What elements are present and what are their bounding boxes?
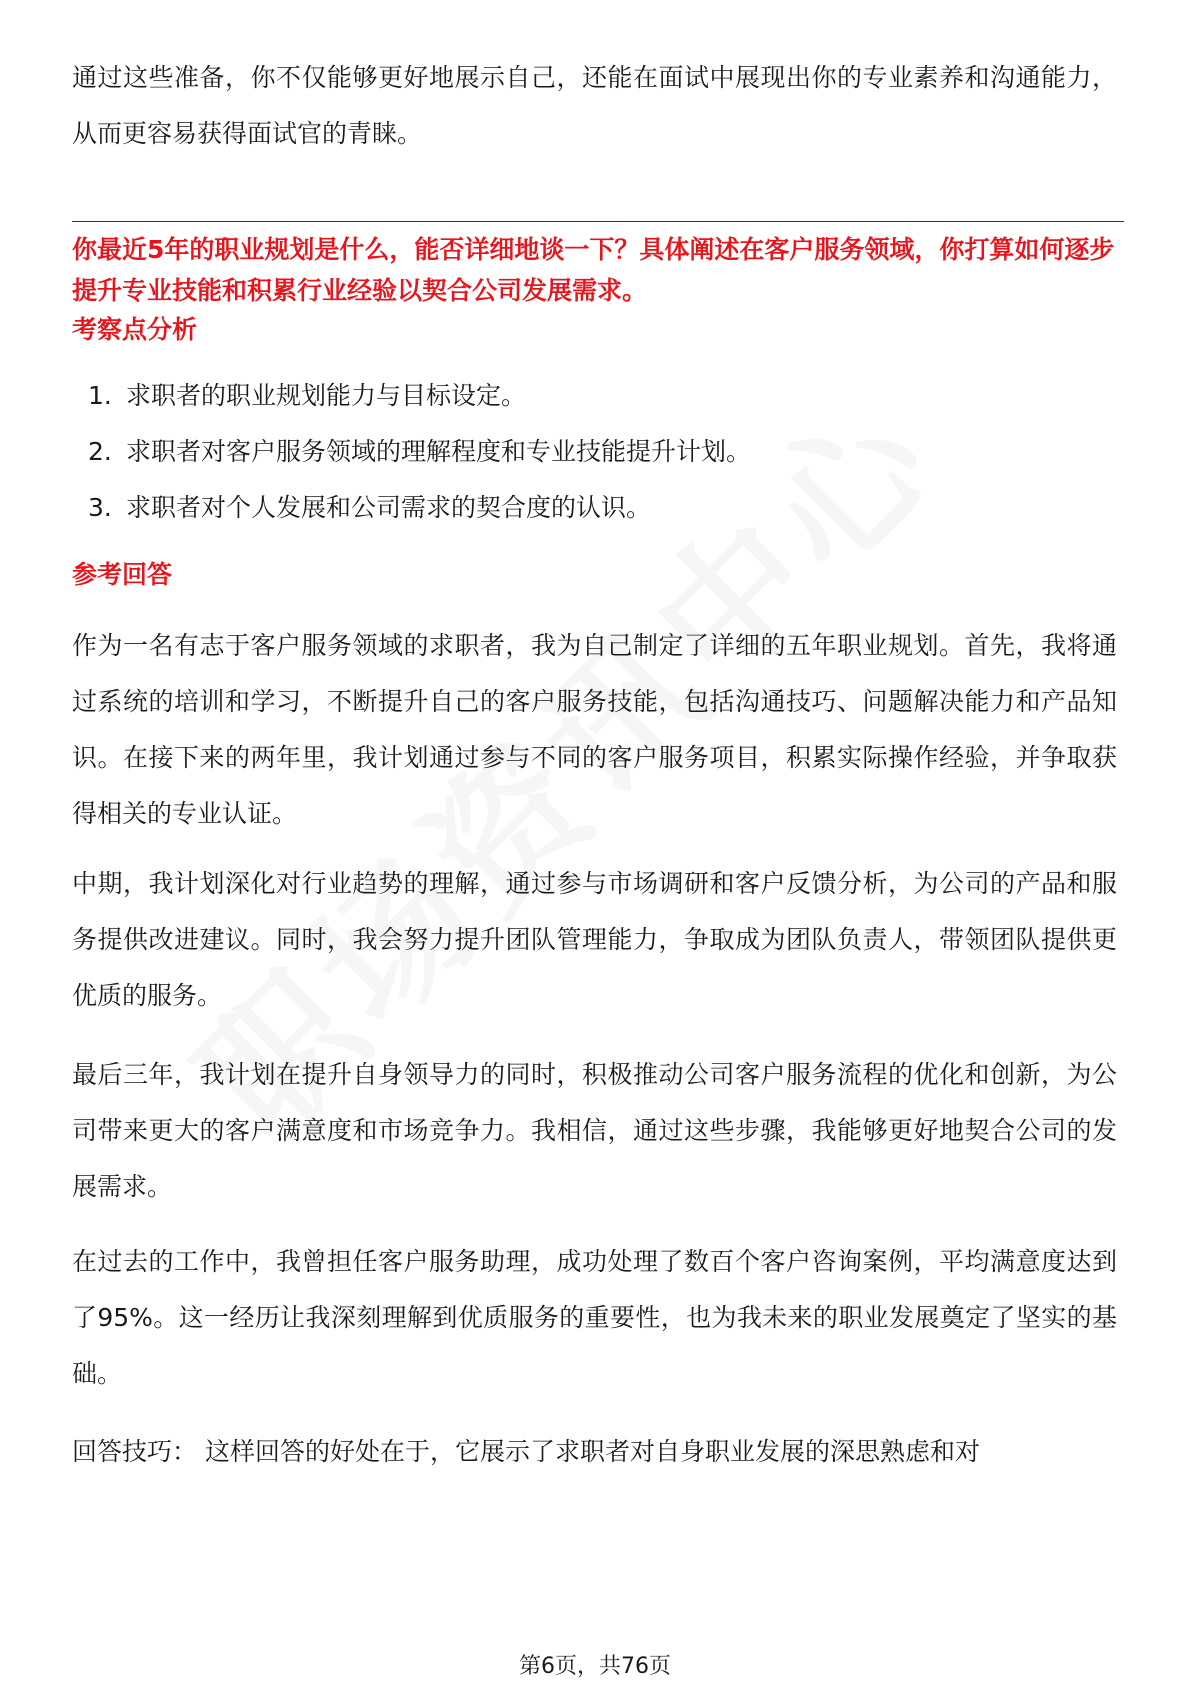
intro-paragraph: 通过这些准备，你不仅能够更好地展示自己，还能在面试中展现出你的专业素养和沟通能力，从而更容易获得面试官的青睐。 xyxy=(72,63,1117,148)
answer-paragraph-3-block xyxy=(72,1047,1117,1215)
list-item-number: 3. xyxy=(88,493,112,522)
section-divider xyxy=(72,221,1124,222)
list-item-text: 求职者对客户服务领域的理解程度和专业技能提升计划。 xyxy=(126,437,752,466)
answer-paragraph: 作为一名有志于客户服务领域的求职者，我为自己制定了详细的五年职业规划。首先，我将通过系统的培训和学习，不断提升自己的客户服务技能，包括沟通技巧、问题解决能力和产品知识。在接下来的两年里，我计划通过参与不同的客户服务项目，积累实际操作经验，并争取获得相关的专业认证。 xyxy=(72,631,1117,828)
list-item xyxy=(88,480,1088,536)
analysis-title-block xyxy=(72,310,1117,350)
analysis-list xyxy=(88,368,1088,536)
page-footer: 第6页，共76页 xyxy=(519,1654,671,1679)
list-item-number: 1. xyxy=(88,381,112,410)
tips-paragraph: 回答技巧： 这样回答的好处在于，它展示了求职者对自身职业发展的深思熟虑和对 xyxy=(72,1437,980,1466)
answer-title: 参考回答 xyxy=(72,560,173,589)
list-item xyxy=(88,424,1088,480)
analysis-title: 考察点分析 xyxy=(72,315,198,344)
answer-paragraph: 中期，我计划深化对行业趋势的理解，通过参与市场调研和客户反馈分析，为公司的产品和服务提供改进建议。同时，我会努力提升团队管理能力，争取成为团队负责人，带领团队提供更优质的服务。 xyxy=(72,869,1117,1010)
question-heading: 你最近5年的职业规划是什么，能否详细地谈一下？具体阐述在客户服务领域，你打算如何逐步提升专业技能和积累行业经验以契合公司发展需求。 xyxy=(72,235,1115,305)
question-block xyxy=(72,229,1117,311)
list-item-number: 2. xyxy=(88,437,112,466)
list-item-text: 求职者的职业规划能力与目标设定。 xyxy=(126,381,527,410)
answer-paragraph: 在过去的工作中，我曾担任客户服务助理，成功处理了数百个客户咨询案例，平均满意度达到了95%。这一经历让我深刻理解到优质服务的重要性，也为我未来的职业发展奠定了坚实的基础。 xyxy=(72,1247,1117,1388)
answer-title-block xyxy=(72,555,1117,595)
answer-paragraph-1-block xyxy=(72,618,1117,842)
tips-paragraph-block xyxy=(72,1424,1117,1480)
answer-paragraph-4-block xyxy=(72,1234,1117,1402)
intro-paragraph-block xyxy=(72,50,1117,162)
list-item-text: 求职者对个人发展和公司需求的契合度的认识。 xyxy=(126,493,652,522)
answer-paragraph-2-block xyxy=(72,856,1117,1024)
answer-paragraph: 最后三年，我计划在提升自身领导力的同时，积极推动公司客户服务流程的优化和创新，为公司带来更大的客户满意度和市场竞争力。我相信，通过这些步骤，我能够更好地契合公司的发展需求。 xyxy=(72,1060,1117,1201)
list-item xyxy=(88,368,1088,424)
